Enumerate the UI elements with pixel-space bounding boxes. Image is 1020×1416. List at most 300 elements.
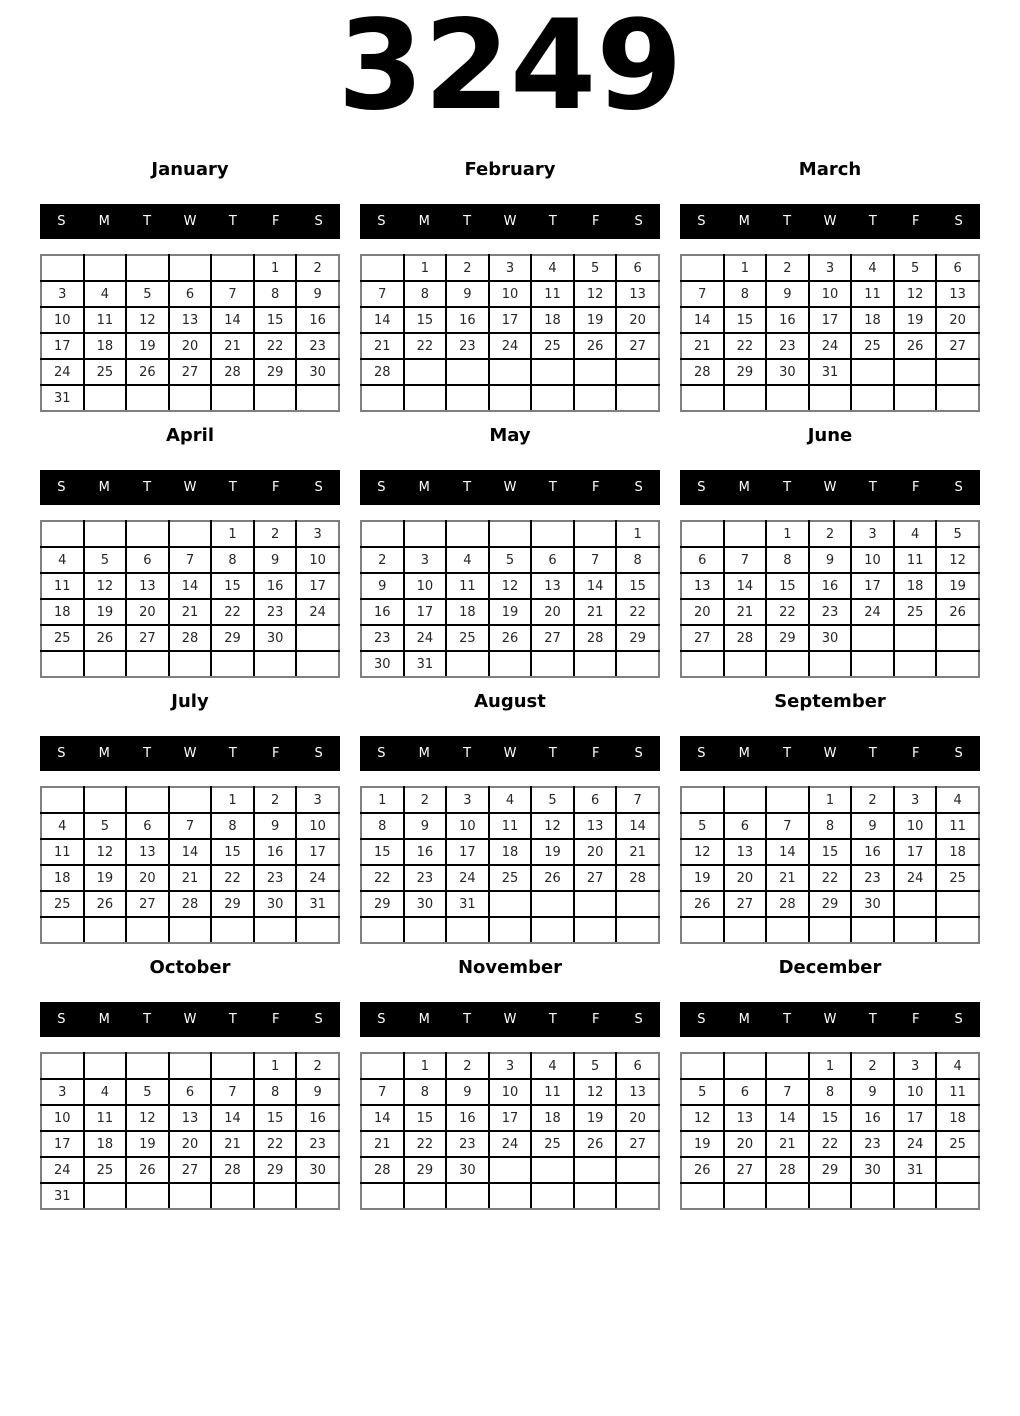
week-row [681,1131,979,1157]
day-cell: 22 [404,333,447,359]
day-cell: 3 [296,787,339,813]
day-cell: 11 [84,307,127,333]
weekday-header-row [360,1002,660,1037]
empty-day-cell [84,917,127,943]
week-row [41,1157,339,1183]
month-september [680,691,980,944]
day-cell: 8 [766,547,809,573]
empty-day-cell [574,651,617,677]
empty-day-cell [766,787,809,813]
day-cell: 1 [404,1053,447,1079]
day-cell: 6 [724,1079,767,1105]
day-cell: 5 [681,1079,724,1105]
day-cell: 2 [446,255,489,281]
day-cell: 6 [126,813,169,839]
day-cell: 15 [361,839,404,865]
day-cell: 20 [616,1105,659,1131]
day-cell: 21 [766,865,809,891]
weekday-label: S [634,1012,643,1027]
weekday-label: F [911,214,920,229]
day-cell: 5 [894,255,937,281]
weekday-label: T [783,1012,792,1027]
empty-day-cell [404,521,447,547]
day-cell: 21 [574,599,617,625]
month-february [360,159,660,412]
week-row [41,333,339,359]
day-cell: 30 [404,891,447,917]
day-cell: 26 [894,333,937,359]
day-cell: 2 [851,1053,894,1079]
month-title: October [149,957,231,978]
empty-day-cell [169,385,212,411]
week-row [41,255,339,281]
month-december [680,957,980,1210]
weekday-label: M [738,214,750,229]
weekday-header-row [360,204,660,239]
weekday-label: F [271,1012,280,1027]
day-cell: 27 [169,1157,212,1183]
week-row [41,1053,339,1079]
day-cell: 18 [531,307,574,333]
empty-day-cell [616,917,659,943]
empty-day-cell [169,1183,212,1209]
empty-day-cell [296,1183,339,1209]
day-cell: 24 [489,1131,532,1157]
day-cell: 14 [169,839,212,865]
weekday-label: T [868,746,877,761]
day-cell: 19 [681,1131,724,1157]
day-cell: 5 [489,547,532,573]
day-cell: 11 [41,573,84,599]
day-cell: 17 [894,839,937,865]
day-cell: 4 [446,547,489,573]
day-cell: 30 [296,1157,339,1183]
day-cell: 9 [296,1079,339,1105]
weekday-label: S [954,214,963,229]
weekday-label: T [228,746,237,761]
day-cell: 20 [681,599,724,625]
empty-day-cell [126,1053,169,1079]
day-cell: 15 [809,839,852,865]
weekday-label: M [98,746,110,761]
weekday-header-row [40,470,340,505]
weekday-label: T [143,1012,152,1027]
weekday-header-row [680,204,980,239]
day-cell: 4 [936,787,979,813]
day-cell: 29 [211,891,254,917]
empty-day-cell [894,385,937,411]
day-cell: 11 [84,1105,127,1131]
empty-day-cell [169,1053,212,1079]
day-cell: 27 [936,333,979,359]
week-row [361,255,659,281]
month-august [360,691,660,944]
day-cell: 16 [809,573,852,599]
empty-day-cell [211,917,254,943]
empty-day-cell [361,1183,404,1209]
day-cell: 15 [724,307,767,333]
empty-day-cell [936,891,979,917]
weekday-label: W [823,214,837,229]
day-cell: 18 [531,1105,574,1131]
day-cell: 20 [126,599,169,625]
week-row [361,651,659,677]
day-cell: 19 [126,1131,169,1157]
day-cell: 29 [616,625,659,651]
empty-day-cell [41,1053,84,1079]
weekday-label: W [183,1012,197,1027]
day-cell: 24 [404,625,447,651]
weekday-label: S [377,480,386,495]
day-cell: 28 [211,1157,254,1183]
empty-day-cell [84,787,127,813]
week-row [361,307,659,333]
day-cell: 6 [724,813,767,839]
year-title: 3249 [337,0,683,138]
week-row [681,839,979,865]
weekday-label: M [98,1012,110,1027]
day-cell: 4 [531,255,574,281]
empty-day-cell [296,651,339,677]
weekday-label: T [228,214,237,229]
week-row [41,1131,339,1157]
day-cell: 10 [41,1105,84,1131]
empty-day-cell [616,1183,659,1209]
empty-day-cell [531,651,574,677]
weekday-label: S [377,1012,386,1027]
day-cell: 13 [681,573,724,599]
day-cell: 22 [211,865,254,891]
weekday-label: F [591,480,600,495]
day-cell: 25 [489,865,532,891]
week-row [41,573,339,599]
weekday-label: M [738,480,750,495]
day-cell: 28 [766,1157,809,1183]
day-cell: 1 [361,787,404,813]
month-july [40,691,340,944]
day-cell: 10 [489,281,532,307]
empty-day-cell [681,1183,724,1209]
empty-day-cell [894,917,937,943]
empty-day-cell [489,1157,532,1183]
month-grid [680,1052,980,1210]
weekday-label: T [783,746,792,761]
day-cell: 1 [254,255,297,281]
empty-day-cell [169,917,212,943]
weekday-label: S [377,746,386,761]
weekday-label: W [503,214,517,229]
week-row [361,333,659,359]
day-cell: 31 [41,1183,84,1209]
day-cell: 14 [211,307,254,333]
day-cell: 29 [361,891,404,917]
empty-day-cell [724,1053,767,1079]
day-cell: 21 [766,1131,809,1157]
day-cell: 7 [724,547,767,573]
day-cell: 22 [809,865,852,891]
day-cell: 21 [211,333,254,359]
empty-day-cell [446,385,489,411]
day-cell: 10 [489,1079,532,1105]
day-cell: 29 [809,1157,852,1183]
day-cell: 13 [126,573,169,599]
day-cell: 27 [724,1157,767,1183]
day-cell: 21 [211,1131,254,1157]
month-title: May [489,425,531,446]
day-cell: 29 [766,625,809,651]
empty-day-cell [254,917,297,943]
day-cell: 31 [894,1157,937,1183]
day-cell: 6 [681,547,724,573]
empty-day-cell [809,651,852,677]
day-cell: 13 [574,813,617,839]
day-cell: 11 [41,839,84,865]
day-cell: 9 [296,281,339,307]
day-cell: 2 [361,547,404,573]
week-row [41,891,339,917]
empty-day-cell [851,385,894,411]
day-cell: 26 [574,1131,617,1157]
day-cell: 20 [724,1131,767,1157]
month-april [40,425,340,678]
empty-day-cell [681,787,724,813]
day-cell: 27 [681,625,724,651]
day-cell: 3 [894,787,937,813]
empty-day-cell [681,255,724,281]
weekday-label: W [503,1012,517,1027]
month-grid [40,520,340,678]
weekday-label: F [591,746,600,761]
weekday-label: S [57,480,66,495]
day-cell: 8 [211,813,254,839]
day-cell: 26 [681,1157,724,1183]
day-cell: 12 [126,307,169,333]
day-cell: 26 [574,333,617,359]
month-november [360,957,660,1210]
day-cell: 11 [851,281,894,307]
week-row [361,891,659,917]
day-cell: 16 [851,1105,894,1131]
weekday-label: T [463,1012,472,1027]
day-cell: 31 [41,385,84,411]
day-cell: 10 [296,547,339,573]
empty-day-cell [361,255,404,281]
empty-day-cell [681,1053,724,1079]
empty-day-cell [936,1183,979,1209]
day-cell: 19 [574,1105,617,1131]
day-cell: 9 [446,281,489,307]
day-cell: 27 [574,865,617,891]
day-cell: 1 [254,1053,297,1079]
weekday-label: F [911,1012,920,1027]
day-cell: 13 [616,1079,659,1105]
weekday-label: S [697,214,706,229]
week-row [41,917,339,943]
weekday-label: S [57,1012,66,1027]
week-row [41,839,339,865]
day-cell: 8 [211,547,254,573]
empty-day-cell [126,787,169,813]
weekday-header-row [40,204,340,239]
empty-day-cell [616,385,659,411]
day-cell: 25 [936,1131,979,1157]
empty-day-cell [531,917,574,943]
empty-day-cell [531,385,574,411]
empty-day-cell [574,1157,617,1183]
weekday-header-row [40,736,340,771]
empty-day-cell [126,651,169,677]
week-row [681,281,979,307]
day-cell: 12 [126,1105,169,1131]
day-cell: 30 [361,651,404,677]
day-cell: 3 [404,547,447,573]
day-cell: 15 [404,1105,447,1131]
day-cell: 23 [851,865,894,891]
day-cell: 8 [361,813,404,839]
day-cell: 6 [169,1079,212,1105]
empty-day-cell [574,359,617,385]
weekday-label: W [503,480,517,495]
day-cell: 20 [169,1131,212,1157]
empty-day-cell [446,1183,489,1209]
day-cell: 10 [809,281,852,307]
day-cell: 21 [681,333,724,359]
day-cell: 3 [41,1079,84,1105]
empty-day-cell [724,1183,767,1209]
month-may [360,425,660,678]
day-cell: 28 [724,625,767,651]
day-cell: 16 [851,839,894,865]
day-cell: 30 [851,891,894,917]
empty-day-cell [404,1183,447,1209]
week-row [41,1105,339,1131]
months-grid [40,159,980,1210]
empty-day-cell [489,917,532,943]
weekday-label: S [57,746,66,761]
day-cell: 9 [254,813,297,839]
week-row [41,651,339,677]
day-cell: 6 [936,255,979,281]
weekday-label: T [548,214,557,229]
day-cell: 11 [489,813,532,839]
week-row [361,865,659,891]
month-title: December [778,957,882,978]
day-cell: 20 [126,865,169,891]
day-cell: 22 [211,599,254,625]
day-cell: 23 [296,1131,339,1157]
day-cell: 4 [894,521,937,547]
day-cell: 28 [169,891,212,917]
weekday-label: M [418,480,430,495]
day-cell: 5 [84,813,127,839]
day-cell: 25 [41,625,84,651]
empty-day-cell [361,917,404,943]
weekday-label: S [314,746,323,761]
empty-day-cell [446,359,489,385]
empty-day-cell [616,651,659,677]
day-cell: 17 [489,1105,532,1131]
weekday-label: S [634,480,643,495]
day-cell: 5 [574,255,617,281]
day-cell: 7 [211,281,254,307]
week-row [361,1131,659,1157]
weekday-label: S [697,1012,706,1027]
day-cell: 17 [489,307,532,333]
day-cell: 9 [404,813,447,839]
week-row [681,521,979,547]
weekday-label: T [143,214,152,229]
day-cell: 12 [531,813,574,839]
weekday-header-row [40,1002,340,1037]
day-cell: 27 [126,625,169,651]
day-cell: 25 [851,333,894,359]
empty-day-cell [489,359,532,385]
week-row [361,359,659,385]
empty-day-cell [616,1157,659,1183]
day-cell: 30 [766,359,809,385]
day-cell: 11 [894,547,937,573]
empty-day-cell [211,1183,254,1209]
day-cell: 14 [766,839,809,865]
weekday-label: T [463,480,472,495]
day-cell: 26 [681,891,724,917]
day-cell: 11 [936,1079,979,1105]
weekday-label: W [823,746,837,761]
empty-day-cell [894,651,937,677]
empty-day-cell [936,917,979,943]
day-cell: 29 [404,1157,447,1183]
weekday-label: T [868,1012,877,1027]
day-cell: 24 [446,865,489,891]
day-cell: 5 [681,813,724,839]
month-title: March [798,159,862,180]
empty-day-cell [574,891,617,917]
day-cell: 3 [489,1053,532,1079]
day-cell: 6 [616,1053,659,1079]
empty-day-cell [766,651,809,677]
empty-day-cell [126,521,169,547]
day-cell: 30 [851,1157,894,1183]
day-cell: 14 [724,573,767,599]
empty-day-cell [211,1053,254,1079]
empty-day-cell [681,917,724,943]
day-cell: 12 [681,839,724,865]
day-cell: 26 [84,891,127,917]
day-cell: 27 [616,333,659,359]
month-grid [360,520,660,678]
day-cell: 29 [254,359,297,385]
day-cell: 20 [616,307,659,333]
day-cell: 10 [41,307,84,333]
day-cell: 9 [851,1079,894,1105]
day-cell: 18 [41,599,84,625]
day-cell: 10 [404,573,447,599]
weekday-label: M [418,746,430,761]
week-row [361,573,659,599]
day-cell: 31 [404,651,447,677]
day-cell: 2 [254,787,297,813]
empty-day-cell [894,1183,937,1209]
day-cell: 23 [809,599,852,625]
day-cell: 15 [254,307,297,333]
week-row [681,307,979,333]
day-cell: 25 [41,891,84,917]
day-cell: 17 [894,1105,937,1131]
week-row [681,1053,979,1079]
day-cell: 23 [851,1131,894,1157]
day-cell: 22 [254,333,297,359]
day-cell: 24 [894,1131,937,1157]
